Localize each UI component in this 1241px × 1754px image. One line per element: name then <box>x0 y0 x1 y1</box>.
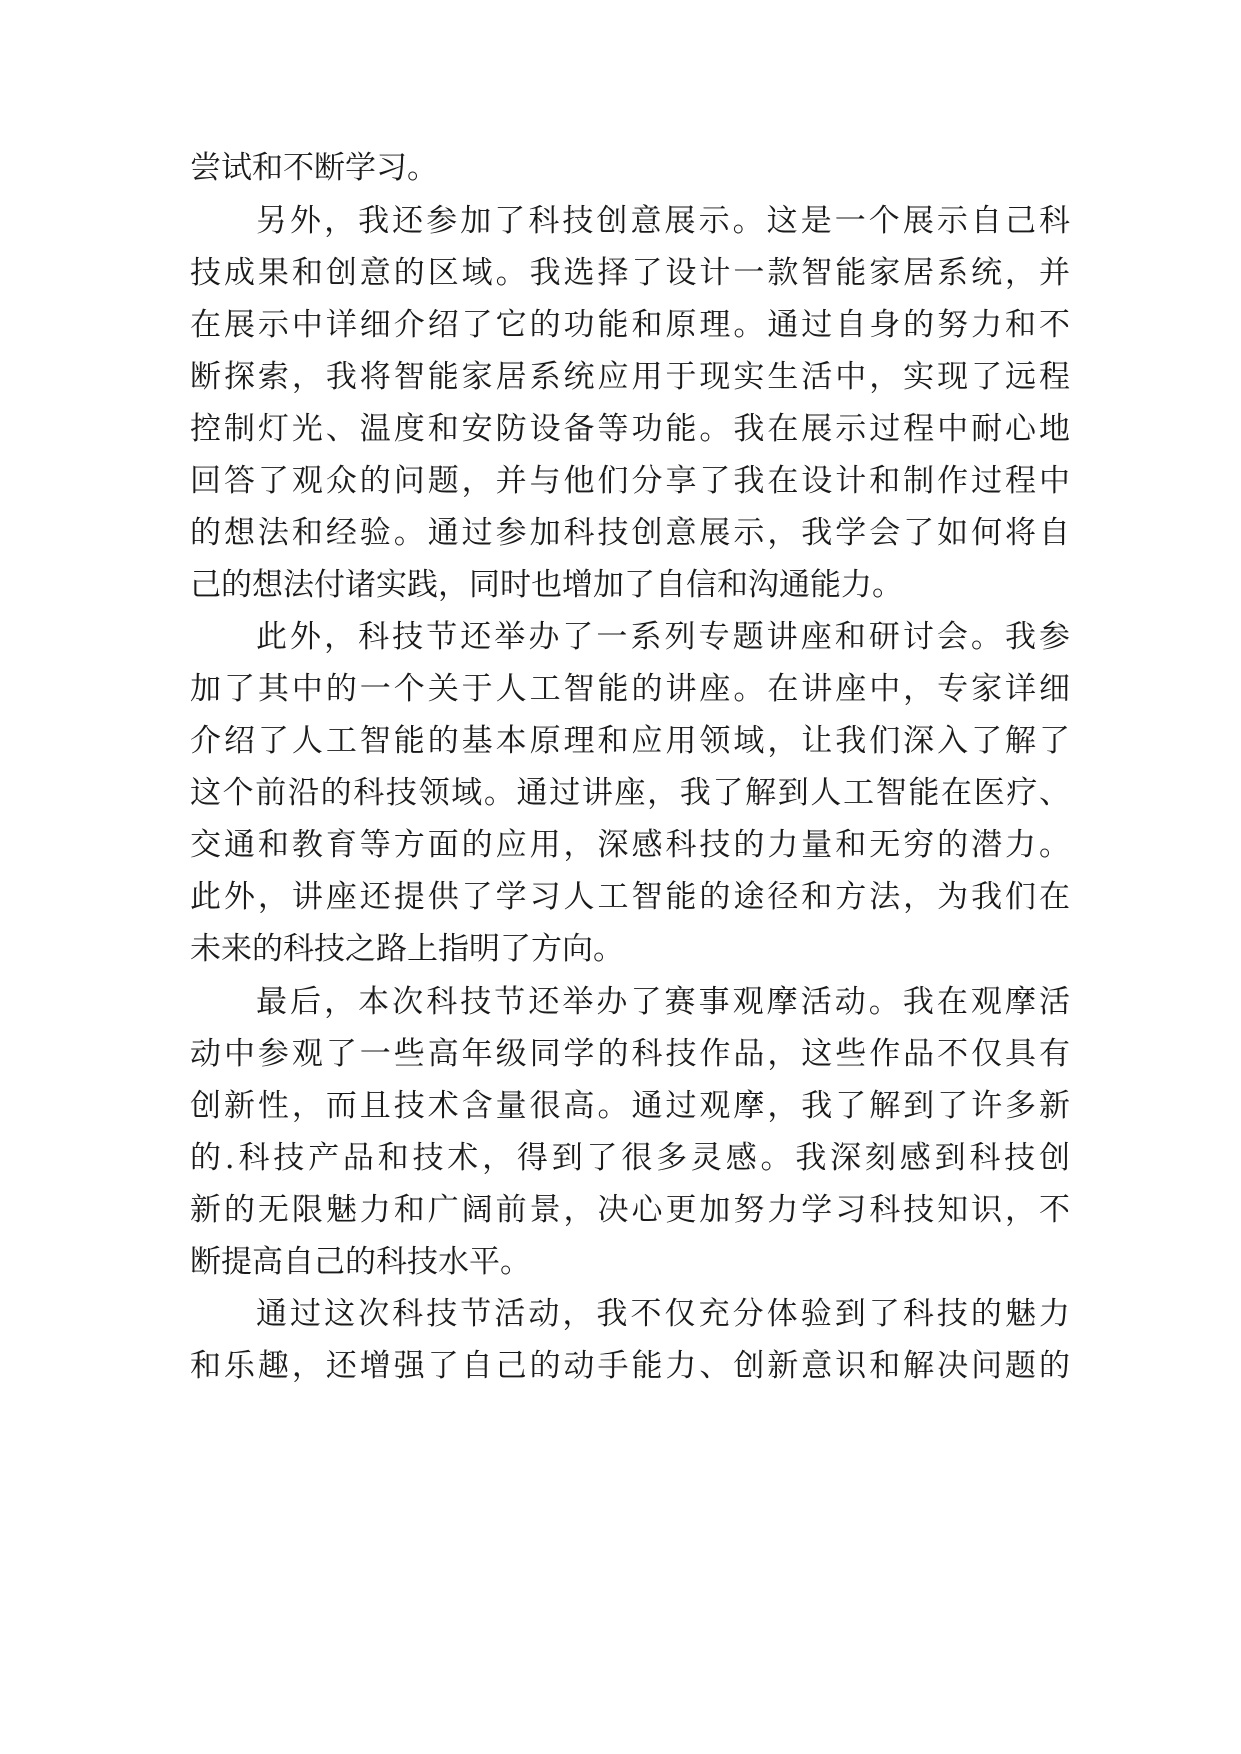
text-line: 断探索，我将智能家居系统应用于现实生活中，实现了远程 <box>190 359 1070 395</box>
text-line: 尝试和不断学习。 <box>190 150 438 186</box>
paragraph-first-line: 通过这次科技节活动，我不仅充分体验到了科技的魅力 <box>256 1296 1070 1332</box>
text-line: 未来的科技之路上指明了方向。 <box>190 931 624 967</box>
text-line: 断提高自己的科技水平。 <box>190 1244 531 1280</box>
text-line: 交通和教育等方面的应用，深感科技的力量和无穷的潜力。 <box>190 827 1070 863</box>
paragraph-first-line: 此外，科技节还举办了一系列专题讲座和研讨会。我参 <box>256 619 1070 655</box>
text-line: 介绍了人工智能的基本原理和应用领域，让我们深入了解了 <box>190 723 1070 759</box>
text-line: 此外，讲座还提供了学习人工智能的途径和方法，为我们在 <box>190 879 1070 915</box>
text-line: 加了其中的一个关于人工智能的讲座。在讲座中，专家详细 <box>190 671 1070 707</box>
text-line: 的.科技产品和技术，得到了很多灵感。我深刻感到科技创 <box>190 1140 1070 1176</box>
text-line: 回答了观众的问题，并与他们分享了我在设计和制作过程中 <box>190 463 1070 499</box>
text-line: 在展示中详细介绍了它的功能和原理。通过自身的努力和不 <box>190 307 1070 343</box>
paragraph-first-line: 另外，我还参加了科技创意展示。这是一个展示自己科 <box>256 203 1070 239</box>
text-line: 动中参观了一些高年级同学的科技作品，这些作品不仅具有 <box>190 1036 1070 1072</box>
text-line: 新的无限魅力和广阔前景，决心更加努力学习科技知识，不 <box>190 1192 1070 1228</box>
text-line: 己的想法付诸实践，同时也增加了自信和沟通能力。 <box>190 567 903 603</box>
paragraph-first-line: 最后，本次科技节还举办了赛事观摩活动。我在观摩活 <box>256 984 1070 1020</box>
text-line: 创新性，而且技术含量很高。通过观摩，我了解到了许多新 <box>190 1088 1070 1124</box>
text-line: 控制灯光、温度和安防设备等功能。我在展示过程中耐心地 <box>190 411 1070 447</box>
text-line: 这个前沿的科技领域。通过讲座，我了解到人工智能在医疗、 <box>190 775 1070 811</box>
text-line: 和乐趣，还增强了自己的动手能力、创新意识和解决问题的 <box>190 1348 1070 1384</box>
text-line: 的想法和经验。通过参加科技创意展示，我学会了如何将自 <box>190 515 1070 551</box>
text-line: 技成果和创意的区域。我选择了设计一款智能家居系统，并 <box>190 255 1070 291</box>
